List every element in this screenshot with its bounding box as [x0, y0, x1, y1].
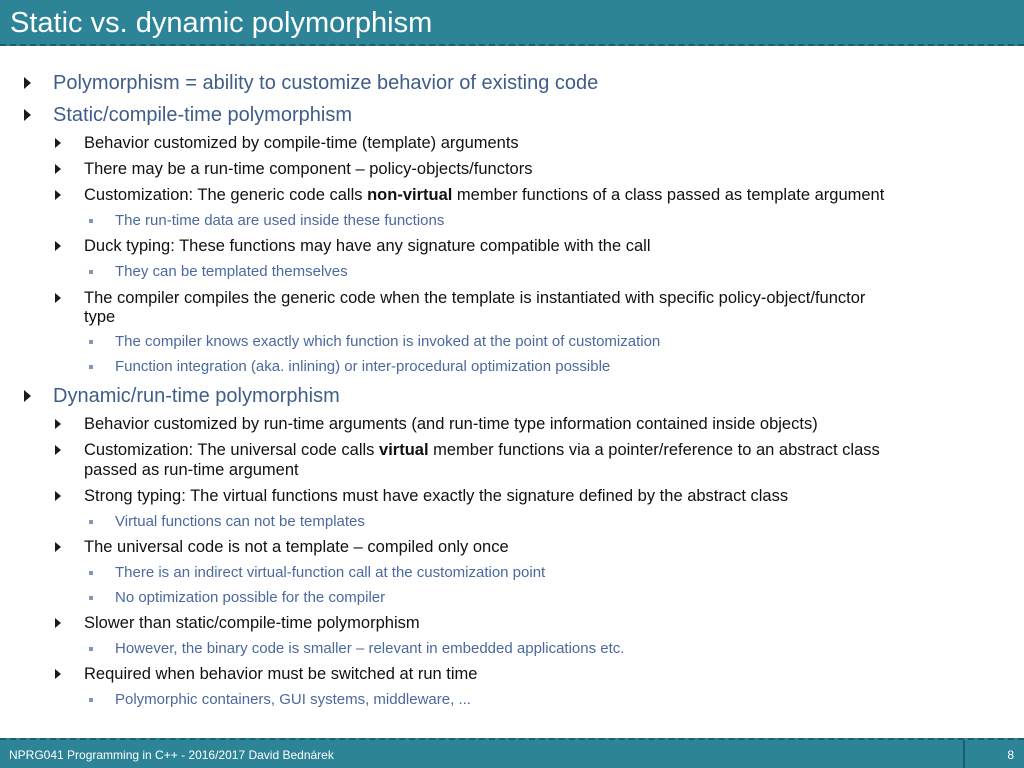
text-part: member functions via a pointer/reference to an abstract class — [428, 441, 880, 459]
bullet-text: The run-time data are used inside these functions — [115, 212, 445, 229]
bullet-text — [84, 440, 880, 460]
triangle-bullet-icon — [55, 190, 61, 200]
triangle-bullet-icon — [55, 491, 61, 501]
triangle-bullet-icon — [55, 618, 61, 628]
square-bullet-icon — [89, 571, 93, 575]
triangle-bullet-icon — [55, 669, 61, 679]
triangle-bullet-icon — [55, 542, 61, 552]
bullet-text: passed as run-time argument — [84, 461, 299, 479]
footer-text: NPRG041 Programming in C++ - 2016/2017 David Bednárek — [9, 748, 334, 762]
bullet-text: They can be templated themselves — [115, 263, 348, 280]
bullet-text: Dynamic/run-time polymorphism — [53, 385, 340, 407]
triangle-bullet-icon — [55, 293, 61, 303]
bullet-text: Behavior customized by compile-time (template) arguments — [84, 134, 519, 152]
triangle-bullet-icon — [24, 109, 31, 121]
triangle-bullet-icon — [55, 164, 61, 174]
bullet-text: Static/compile-time polymorphism — [53, 104, 352, 126]
triangle-bullet-icon — [55, 241, 61, 251]
square-bullet-icon — [89, 698, 93, 702]
emphasis-virtual: virtual — [379, 441, 429, 459]
title-bar — [0, 0, 1024, 46]
text-part: member functions of a class passed as template argument — [452, 186, 885, 204]
triangle-bullet-icon — [24, 77, 31, 89]
footer-divider — [963, 740, 965, 768]
page-number: 8 — [1007, 748, 1014, 762]
square-bullet-icon — [89, 270, 93, 274]
bullet-text: Behavior customized by run-time arguments (and run-time type information contained inside objects) — [84, 415, 818, 433]
footer-bar — [0, 738, 1024, 768]
square-bullet-icon — [89, 647, 93, 651]
bullet-text: Strong typing: The virtual functions must have exactly the signature defined by the abstract class — [84, 487, 789, 505]
triangle-bullet-icon — [24, 390, 31, 402]
bullet-text: Function integration (aka. inlining) or inter-procedural optimization possible — [115, 358, 611, 375]
bullet-text: Polymorphism = ability to customize behavior of existing code — [53, 72, 599, 94]
square-bullet-icon — [89, 596, 93, 600]
square-bullet-icon — [89, 340, 93, 344]
bullet-text: The universal code is not a template – compiled only once — [84, 538, 509, 556]
text-part: Customization: The generic code calls — [84, 186, 368, 204]
bullet-text: There is an indirect virtual-function call at the customization point — [115, 564, 546, 581]
bullet-text: Polymorphic containers, GUI systems, middleware, ... — [115, 691, 471, 708]
square-bullet-icon — [89, 365, 93, 369]
emphasis-non-virtual: non-virtual — [367, 186, 453, 204]
slide-title: Static vs. dynamic polymorphism — [10, 7, 433, 39]
bullet-text: The compiler compiles the generic code when the template is instantiated with specific policy-object/functor — [84, 289, 866, 307]
bullet-text: The compiler knows exactly which function is invoked at the point of customization — [115, 333, 661, 350]
triangle-bullet-icon — [55, 138, 61, 148]
text-part: Customization: The universal code calls — [84, 441, 380, 459]
square-bullet-icon — [89, 520, 93, 524]
triangle-bullet-icon — [55, 445, 61, 455]
triangle-bullet-icon — [55, 419, 61, 429]
bullet-text — [84, 185, 884, 205]
bullet-text: Slower than static/compile-time polymorphism — [84, 614, 420, 632]
bullet-text: Duck typing: These functions may have any signature compatible with the call — [84, 237, 651, 255]
bullet-text: type — [84, 308, 116, 326]
bullet-text: Virtual functions can not be templates — [115, 513, 365, 530]
bullet-text: Required when behavior must be switched at run time — [84, 665, 478, 683]
bullet-text: No optimization possible for the compiler — [115, 589, 386, 606]
bullet-text: However, the binary code is smaller – relevant in embedded applications etc. — [115, 640, 625, 657]
square-bullet-icon — [89, 219, 93, 223]
bullet-text: There may be a run-time component – policy-objects/functors — [84, 160, 533, 178]
